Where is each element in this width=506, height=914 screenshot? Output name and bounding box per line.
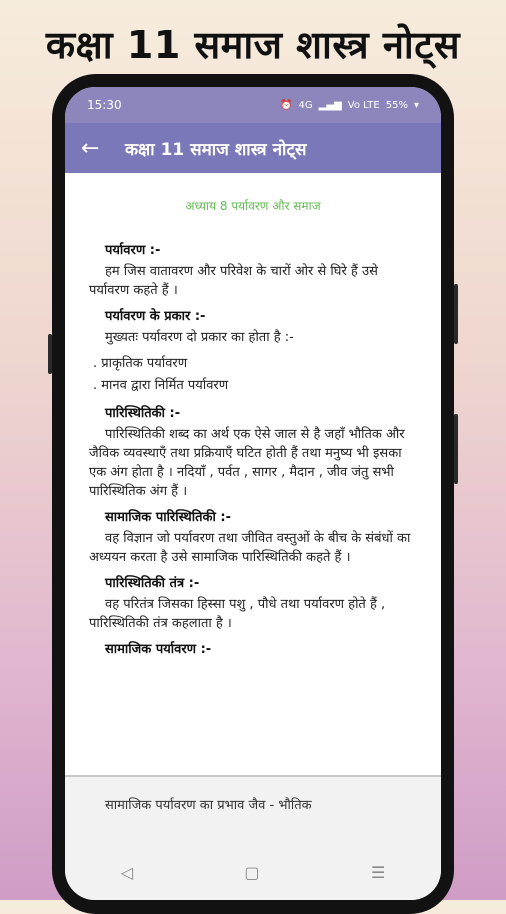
status-bar bbox=[65, 87, 441, 123]
section-paragraph: वह विज्ञान जो पर्यावरण तथा जीवित वस्तुओं के बीच के संबंधों का अध्ययन करता है उसे सामाजिक पारिस्थितिकी कहते हैं । bbox=[89, 531, 411, 565]
section-paragraph: मुख्यतः पर्यावरण दो प्रकार का होता है :- bbox=[105, 330, 294, 345]
app-bar-title: कक्षा 11 समाज शास्त्र नोट्स bbox=[125, 139, 307, 160]
promo-title: कक्षा 11 समाज शास्त्र नोट्स bbox=[45, 23, 461, 67]
battery-text: 55% bbox=[385, 99, 408, 111]
phone-screen bbox=[65, 87, 441, 900]
signal-icon: ▂▄▆ bbox=[318, 99, 342, 111]
section-heading: सामाजिक पारिस्थितिकी :- bbox=[105, 510, 231, 525]
list-item: . मानव द्वारा निर्मित पर्यावरण bbox=[93, 378, 229, 393]
nav-recents-icon[interactable]: ☰ bbox=[370, 862, 386, 882]
battery-icon: ▾ bbox=[413, 99, 419, 111]
app-bar bbox=[65, 123, 441, 173]
section-heading: पर्यावरण के प्रकार :- bbox=[105, 309, 206, 324]
divider bbox=[65, 775, 441, 777]
chapter-title: अध्याय 8 पर्यावरण और समाज bbox=[185, 199, 321, 213]
footer-peek-text: सामाजिक पर्यावरण का प्रभाव जैव - भौतिक bbox=[105, 798, 312, 813]
types-list bbox=[93, 353, 415, 397]
net2-indicator: Vo LTE bbox=[347, 99, 380, 111]
back-arrow-icon[interactable]: ← bbox=[81, 135, 100, 161]
notes-block bbox=[65, 240, 441, 657]
notes-content[interactable] bbox=[65, 173, 441, 775]
alarm-icon: ⏰ bbox=[280, 99, 293, 111]
section-heading: पर्यावरण :- bbox=[105, 243, 161, 258]
status-time: 15:30 bbox=[87, 98, 122, 112]
phone-frame bbox=[52, 74, 454, 914]
nav-back-icon[interactable]: ◁ bbox=[120, 862, 134, 882]
nav-home-icon[interactable]: ▢ bbox=[244, 862, 260, 882]
section-heading: सामाजिक पर्यावरण :- bbox=[105, 642, 212, 657]
volume-button bbox=[48, 334, 52, 374]
side-button bbox=[454, 414, 458, 484]
list-item: . प्राकृतिक पर्यावरण bbox=[93, 356, 188, 371]
section-paragraph: वह परितंत्र जिसका हिस्सा पशु , पौधे तथा पर्यावरण होते हैं , पारिस्थितिकी तंत्र कहलाता है । bbox=[89, 597, 386, 631]
section-paragraph: पारिस्थितिकी शब्द का अर्थ एक ऐसे जाल से है जहाँ भौतिक और जैविक व्यवस्थाएँ तथा प्रक्रियाएँ घटित होती हैं तथा मनुष्य भी इसका एक अंग होता है । नदियाँ , पर्वत , सागर , मैदान , जीव जंतु सभी पारिस्थितिक अंग हैं । bbox=[89, 427, 405, 499]
section-heading: पारिस्थितिकी :- bbox=[105, 406, 181, 421]
net1-indicator: 4G bbox=[298, 99, 313, 111]
system-nav-bar bbox=[65, 844, 441, 900]
section-paragraph: हम जिस वातावरण और परिवेश के चारों ओर से घिरे हैं उसे पर्यावरण कहते हैं । bbox=[89, 264, 378, 298]
power-button bbox=[454, 284, 458, 344]
section-heading: पारिस्थितिकी तंत्र :- bbox=[105, 576, 200, 591]
